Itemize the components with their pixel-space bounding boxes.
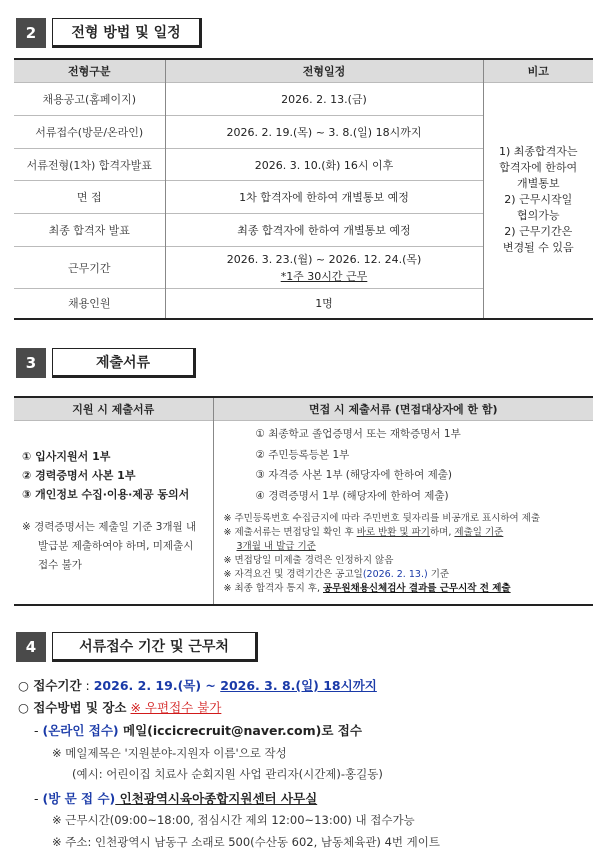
work-period: 2026. 3. 23.(월) ~ 2026. 12. 24.(목) xyxy=(226,252,422,266)
column-header: 지원 시 제출서류 xyxy=(14,397,213,421)
note-line xyxy=(224,582,590,596)
note-emphasis: 공무원채용신체검사 결과를 근무시작 전 제출 xyxy=(323,583,511,594)
visit-text: 인천광역시육아종합지원센터 사무실 xyxy=(115,791,318,806)
table-row xyxy=(14,83,593,116)
row-value: 1명 xyxy=(165,289,483,319)
online-label: (온라인 접수) xyxy=(42,723,119,738)
section-title: 전형 방법 및 일정 xyxy=(52,18,202,48)
note-line: 개별통보 xyxy=(516,177,560,191)
period-start: 2026. 2. 19.(목) ~ xyxy=(93,678,221,693)
list-item: ③ 개인정보 수집·이용·제공 동의서 xyxy=(22,488,190,501)
note-emphasis: 제출일 기준 xyxy=(454,527,504,538)
table-row xyxy=(14,421,593,605)
note-text: 기준 xyxy=(427,569,450,580)
row-label: 채용공고(홈페이지) xyxy=(14,83,165,116)
visit-note-1: ※ 근무시간(09:00~18:00, 점심시간 제외 12:00~13:00) 내 접수가능 xyxy=(52,813,415,827)
row-value xyxy=(165,247,483,289)
online-note-2: (예시: 어린이집 치료사 순회지원 사업 관리자(시간제)-홍길동) xyxy=(72,767,383,781)
section-number: 4 xyxy=(16,632,46,662)
visit-label: (방 문 접 수) xyxy=(42,791,116,806)
method-note: ※ 우편접수 불가 xyxy=(130,700,222,715)
row-label: 채용인원 xyxy=(14,289,165,319)
note-text: 하며, xyxy=(430,527,455,538)
section-4-header xyxy=(16,632,258,662)
list-item: ① 최종학교 졸업증명서 또는 재학증명서 1부 xyxy=(255,428,461,440)
period-line xyxy=(18,676,377,694)
note-line: 1) 최종합격자는 xyxy=(498,145,578,159)
table-header-row xyxy=(14,59,593,83)
section-title: 서류접수 기간 및 근무처 xyxy=(52,632,258,662)
list-item: ① 입사지원서 1부 xyxy=(22,450,111,463)
row-label: 면 접 xyxy=(14,181,165,214)
note-line: ※ 경력증명서는 제출일 기준 3개월 내 xyxy=(22,521,197,533)
note-line: 2) 근무기간은 xyxy=(504,225,573,239)
section-number: 3 xyxy=(16,348,46,378)
note-line xyxy=(224,526,590,540)
column-header: 전형구분 xyxy=(14,59,165,83)
visit-note-2: ※ 주소: 인천광역시 남동구 소래로 500(수산동 602, 남동체육관) 4번 게이트 xyxy=(52,835,440,849)
section-3-header xyxy=(16,348,196,378)
list-item: ② 경력증명서 사본 1부 xyxy=(22,469,136,482)
section-2-header xyxy=(16,18,202,48)
period-label: ○ 접수기간 xyxy=(18,678,82,693)
note-line: 접수 불가 xyxy=(38,559,82,571)
list-item: ④ 경력증명서 1부 (해당자에 한하여 제출) xyxy=(255,489,449,502)
period-value xyxy=(94,678,377,693)
online-note-1: ※ 메일제목은 '지원분야-지원자 이름'으로 작성 xyxy=(52,746,287,760)
note-line: 2) 근무시작일 xyxy=(504,193,573,207)
note-line: 발급분 제출하여야 하며, 미제출시 xyxy=(38,540,194,552)
row-label: 서류접수(방문/온라인) xyxy=(14,116,165,149)
schedule-table xyxy=(14,58,593,320)
column-header: 전형일정 xyxy=(165,59,483,83)
row-value: 최종 합격자에 한하여 개별통보 예정 xyxy=(165,214,483,247)
documents-table xyxy=(14,396,593,606)
apply-documents-cell xyxy=(14,421,213,605)
note-line: ※ 면접당일 미제출 경력은 인정하지 않음 xyxy=(223,555,394,566)
row-value: 1차 합격자에 한하여 개별통보 예정 xyxy=(165,181,483,214)
list-item: ② 주민등록등본 1부 xyxy=(255,448,350,461)
note-text: ※ 최종 합격자 통지 후, xyxy=(223,583,323,594)
note-cell xyxy=(483,83,593,319)
column-header: 비고 xyxy=(483,59,593,83)
visit-line xyxy=(34,789,317,807)
period-end: 2026. 3. 8.(일) 18시까지 xyxy=(220,678,377,693)
note-line: 협의가능 xyxy=(516,209,560,223)
method-line xyxy=(18,698,221,716)
row-value: 2026. 3. 10.(화) 16시 이후 xyxy=(165,149,483,181)
note-line xyxy=(224,540,590,554)
row-value: 2026. 2. 13.(금) xyxy=(165,83,483,116)
date-highlight: (2026. 2. 13.) xyxy=(362,569,428,580)
row-label: 서류전형(1차) 합격자발표 xyxy=(14,149,165,181)
table-header-row xyxy=(14,397,593,421)
row-label: 최종 합격자 발표 xyxy=(14,214,165,247)
online-line xyxy=(34,721,362,739)
note-emphasis: 3개월 내 발급 기준 xyxy=(236,541,316,552)
interview-documents-cell xyxy=(213,421,593,605)
work-hours: *1주 30시간 근무 xyxy=(280,269,368,283)
dash: - xyxy=(34,791,43,806)
method-label: ○ 접수방법 및 장소 xyxy=(18,700,127,715)
colon: : xyxy=(81,678,94,693)
note-line: 합격자에 한하여 xyxy=(499,161,578,175)
note-text: ※ 제출서류는 면접당일 확인 후 xyxy=(223,527,357,538)
note-line: ※ 주민등록번호 수집금지에 따라 주민번호 뒷자리를 비공개로 표시하여 제출 xyxy=(223,513,541,524)
online-text: 메일(iccicrecruit@naver.com)로 접수 xyxy=(118,723,362,738)
note-text: ※ 자격요건 및 경력기간은 공고일 xyxy=(223,569,363,580)
row-value: 2026. 2. 19.(목) ~ 3. 8.(일) 18시까지 xyxy=(165,116,483,149)
interview-notes xyxy=(224,512,590,596)
row-label: 근무기간 xyxy=(14,247,165,289)
list-item: ③ 자격증 사본 1부 (해당자에 한하여 제출) xyxy=(255,469,452,481)
section-title: 제출서류 xyxy=(52,348,196,378)
dash: - xyxy=(34,723,43,738)
note-line xyxy=(224,568,590,582)
interview-items xyxy=(224,424,590,506)
section-number: 2 xyxy=(16,18,46,48)
apply-note xyxy=(22,518,209,575)
note-line: 변경될 수 있음 xyxy=(502,241,574,255)
note-emphasis: 바로 반환 및 파기 xyxy=(356,527,430,538)
column-header: 면접 시 제출서류 (면접대상자에 한 함) xyxy=(213,397,593,421)
